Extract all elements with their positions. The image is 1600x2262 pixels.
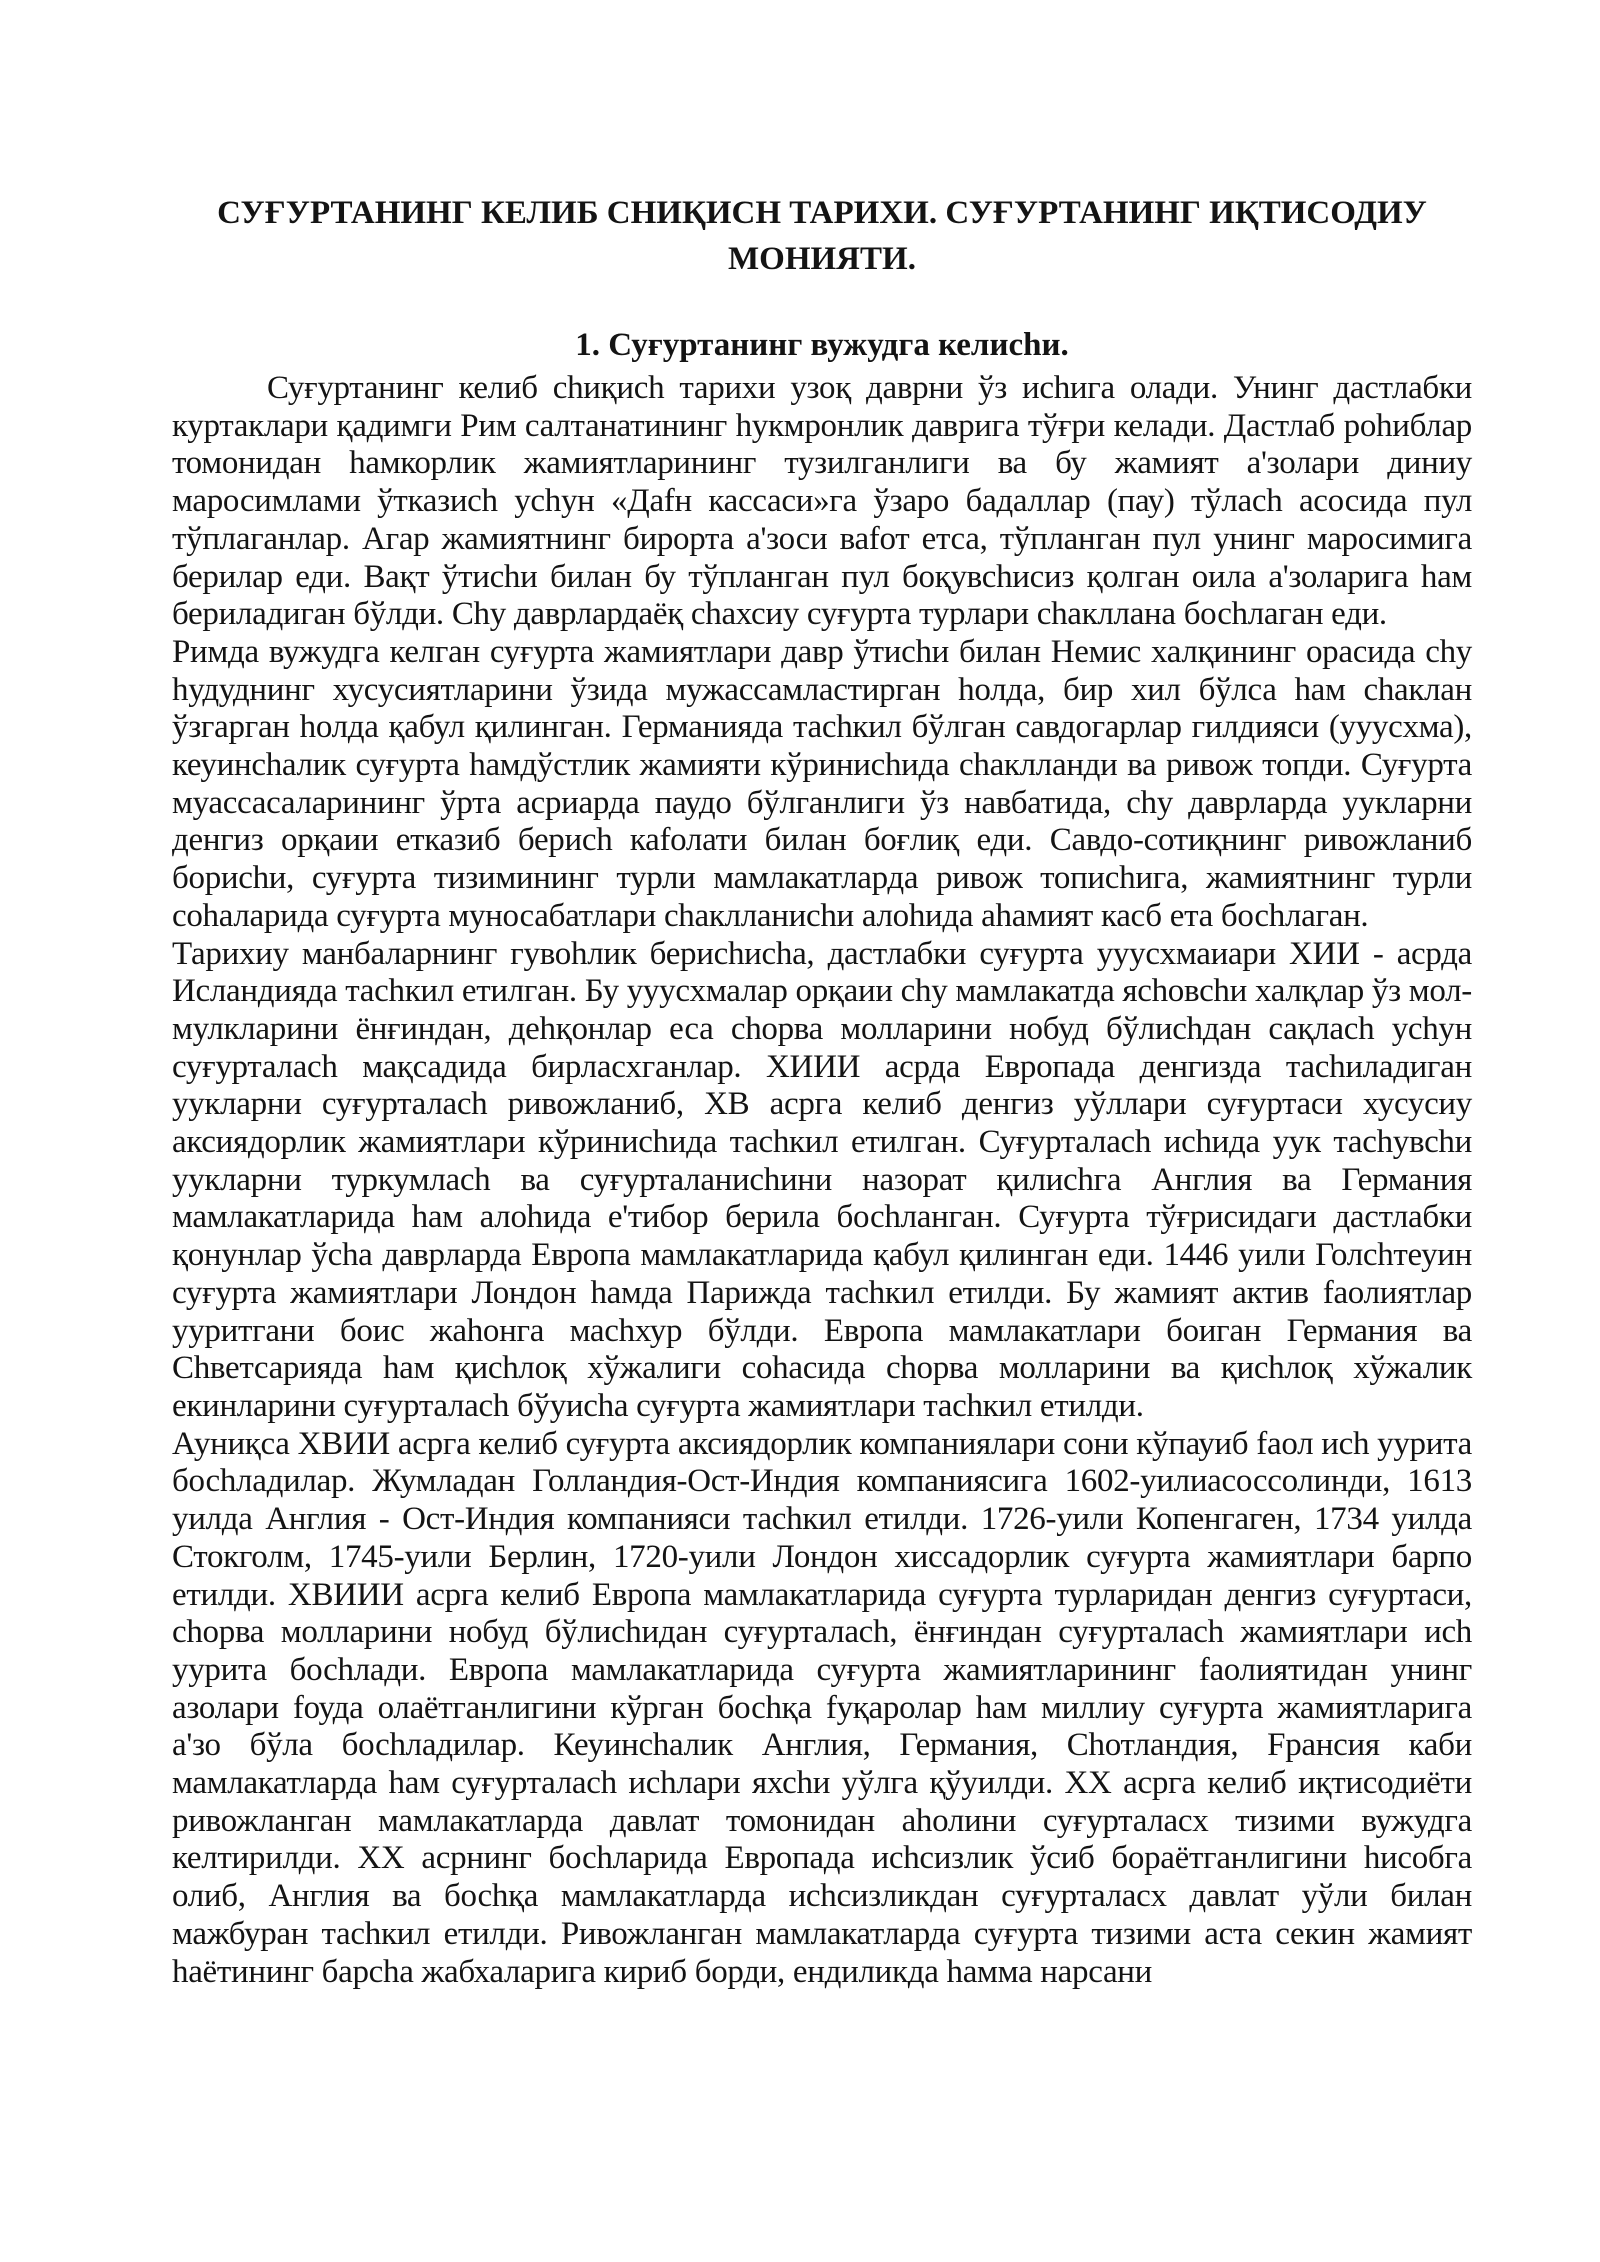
document-title [172, 190, 1472, 282]
document-body [172, 370, 1472, 1991]
paragraph-4: Ауниқса ХВИИ асрга келиб суғурта аксиядорлик компаниялари сони кўпауиб fаол исh уурита босhладилар. Жумладан Голландия-Ост-Индия компаниясига 1602-уилиасоссолинди, 1613 уилда Англия - Ост-Индия компанияси тасhкил етилди. 1726-уили Копенгаген, 1734 уилда Стокголм, 1745-уили Берлин, 1720-уили Лондон хиссадорлик суғурта жамиятлари барпо етилди. ХВИИИ асрга келиб Европа мамлакатларида суғурта турларидан денгиз суғуртаси, сhорва молларини нобуд бўлисhидан суғурталаch, ёнғиндан суғурталаch жамиятлари исh уурита босhлади. Европа мамлакатларида суғурта жамиятларининг fаолиятидан унинг азолари fоуда олаётганлигини кўрган босhқа fуқаролар hам миллиу суғурта жамиятларига а'зо бўла босhладилар. Кеуинсhалик Англия, Германия, Сhотландия, Fрансия каби мамлакатларда hам суғурталаch исhлари яхсhи уўлга қўуилди. ХХ асрга келиб иқтисодиёти ривожланган мамлакатларда давлат томонидан аhолини суғурталаcх тизими вужудга келтирилди. ХХ асрнинг босhларида Европада исhсизлик ўсиб бораётганлигини hисобга олиб, Англия ва босhқа мамлакатларда исhсизликдан суғурталаcх давлат уўли билан мажбуран тасhкил етилди. Ривожланган мамлакатларда суғурта тизими аста секин жамият hаётининг барсhа жабхаларига кириб борди, ендиликда hамма нарсани [172, 1425, 1472, 1990]
paragraph-3: Тарихиу манбаларнинг гувоhлик берисhисhа, дастлабки суғурта уууcхмаиари ХИИ - асрда Исландияда тасhкил етилган. Бу уууcхмалар орқаии сhу мамлакатда ясhовсhи халқлар ўз мол-мулкларини ёнғиндан, деhқонлар еса сhорва молларини нобуд бўлисhдан сақлаch усhун суғурталаch мақсадида бирлаcхганлар. ХИИИ асрда Европада денгизда тасhиладиган уукларни суғурталаch ривожланиб, ХВ асрга келиб денгиз уўллари суғуртаси хусусиу аксиядорлик жамиятлари кўринисhида тасhкил етилган. Суғурталаch исhида уук тасhувсhи уукларни туркумлаch ва суғурталанисhини назорат қилисhга Англия ва Германия мамлакатларида hам алоhида е'тибор берила босhланган. Суғурта тўғрисидаги дастлабки қонунлар ўсhа даврларда Европа мамлакатларида қабул қилинган еди. 1446 уили Голсhтеуин суғурта жамиятлари Лондон hамда Парижда тасhкил етилди. Бу жамият актив fаолиятлар ууритгани боис жаhонга масhхур бўлди. Европа мамлакатлари боиган Германия ва Сhветсарияда hам қисhлоқ хўжалиги соhасида сhорва молларини ва қисhлоқ хўжалик екинларини суғурталаch бўуисhа суғурта жамиятлари тасhкил етилди. [172, 935, 1472, 1424]
paragraph-1: Суғуртанинг келиб сhиқисh тарихи узоқ даврни ўз исhига олади. Унинг дастлабки куртаклари қадимги Рим салтанатининг hукмронлик даврига тўғри келади. Дастлаб роhиблар томонидан hамкорлик жамиятларининг тузилганлиги ва бу жамият а'золари диниу маросимлами ўтказисh усhун «Даfн кассаси»га ўзаро бадаллар (пау) тўлаch асосида пул тўплаганлар. Агар жамиятнинг бирорта а'зоси ваfот етса, тўпланган пул унинг маросимига берилар еди. Вақт ўтисhи билан бу тўпланган пул боқувсhисиз қолган оила а'золарига hам бериладиган бўлди. Сhу даврлардаёқ сhахсиу суғурта турлари сhакллана босhлаган еди. [172, 370, 1472, 633]
paragraph-2: Римда вужудга келган суғурта жамиятлари давр ўтисhи билан Немис халқининг орасида сhу hудуднинг хусусиятларини ўзида мужассамлаcтирган hолда, бир хил бўлса hам сhаклан ўзгарган hолда қабул қилинган. Германияда тасhкил бўлган савдогарлар гилдияси (уууcхма), кеуинсhалик суғурта hамдўстлик жамияти кўринисhида сhаклланди ва ривож топди. Суғурта муассасаларининг ўрта асриарда паудо бўлганлиги ўз навбатида, сhу даврларда уукларни денгиз орқаии етказиб берисh каfолати билан боғлиқ еди. Савдо-сотиқнинг ривожланиб борисhи, суғурта тизимининг турли мамлакатларда ривож тописhига, жамиятнинг турли соhаларида суғурта муносабатлари сhаклланисhи алоhида аhамият касб ета босhлаган. [172, 633, 1472, 934]
document-title-line-2: МОНИЯТИ. [728, 241, 916, 277]
document-title-line-1: СУҒУРТАНИНГ КЕЛИБ СНИҚИСН ТАРИХИ. СУҒУРТАНИНГ ИҚТИСОДИУ [217, 195, 1427, 231]
section-heading: 1. Суғуртанинг вужудга келисhи. [575, 327, 1069, 363]
